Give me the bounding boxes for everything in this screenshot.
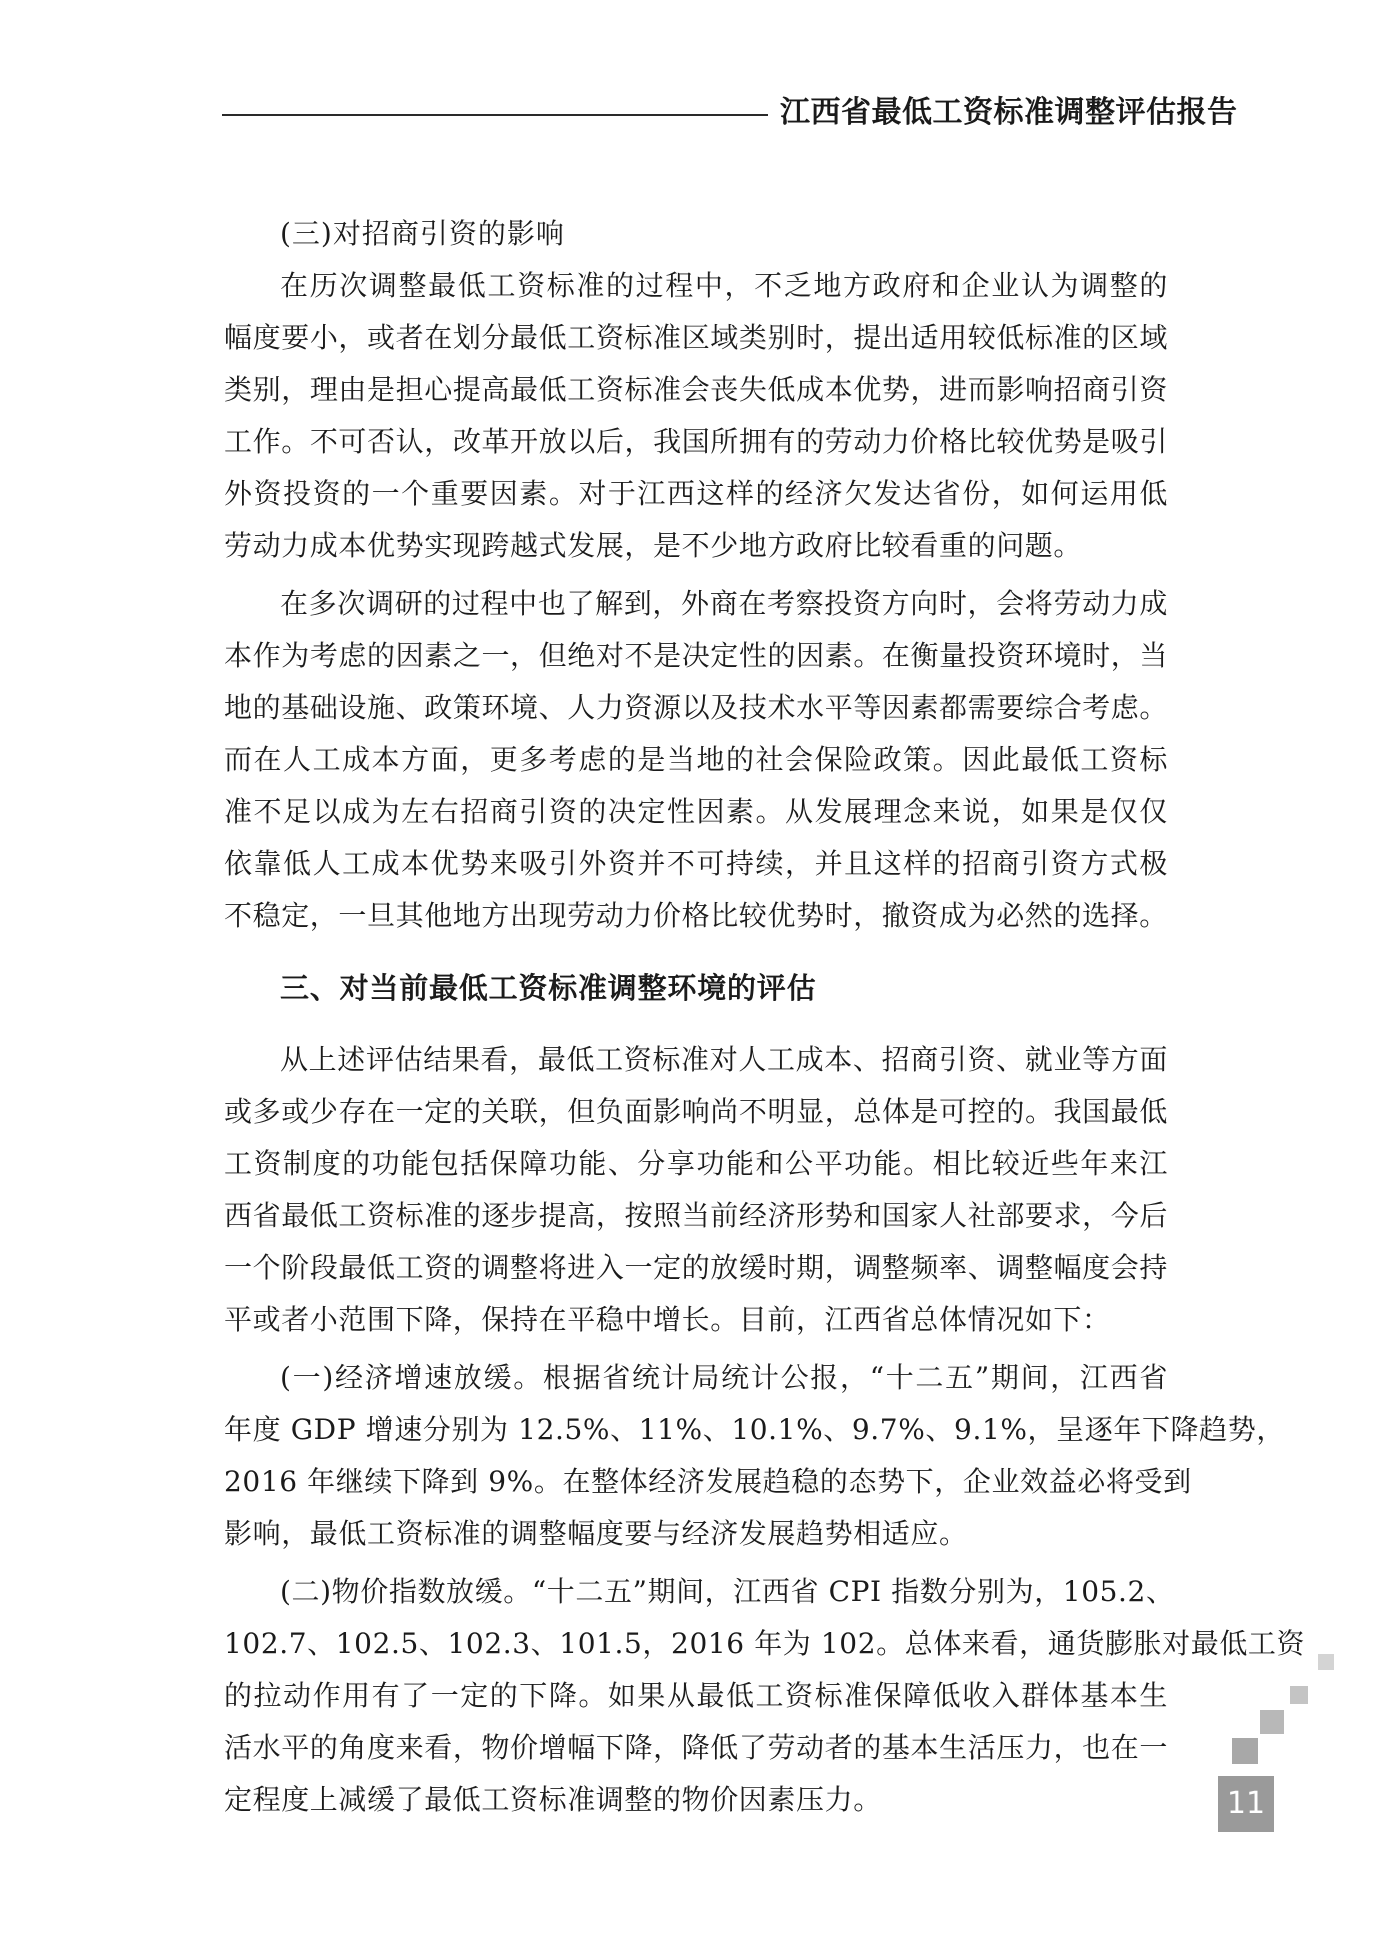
paragraph-2-line-4: 而在人工成本方面，更多考虑的是当地的社会保险政策。因此最低工资标	[224, 743, 1168, 776]
paragraph-3-line-1: 从上述评估结果看，最低工资标准对人工成本、招商引资、就业等方面	[280, 1043, 1168, 1076]
paragraph-5-line-3: 的拉动作用有了一定的下降。如果从最低工资标准保障低收入群体基本生	[224, 1679, 1168, 1712]
paragraph-1-line-3: 类别，理由是担心提高最低工资标准会丧失低成本优势，进而影响招商引资	[224, 373, 1168, 406]
decorative-square	[1290, 1686, 1308, 1704]
paragraph-2-line-3: 地的基础设施、政策环境、人力资源以及技术水平等因素都需要综合考虑。	[224, 691, 1168, 724]
paragraph-5-line-2: 102.7、102.5、102.3、101.5，2016 年为 102。总体来看，通货膨胀对最低工资	[224, 1627, 1306, 1660]
header-rule	[222, 114, 768, 116]
paragraph-4-line-1: (一)经济增速放缓。根据省统计局统计公报，“十二五”期间，江西省	[280, 1361, 1168, 1394]
paragraph-4-line-2: 年度 GDP 增速分别为 12.5%、11%、10.1%、9.7%、9.1%，呈逐年下降趋势，	[224, 1413, 1285, 1446]
paragraph-2-line-5: 准不足以成为左右招商引资的决定性因素。从发展理念来说，如果是仅仅	[224, 795, 1168, 828]
paragraph-1-line-2: 幅度要小，或者在划分最低工资标准区域类别时，提出适用较低标准的区域	[224, 321, 1168, 354]
paragraph-5-line-4: 活水平的角度来看，物价增幅下降，降低了劳动者的基本生活压力，也在一	[224, 1731, 1168, 1764]
paragraph-3-line-2: 或多或少存在一定的关联，但负面影响尚不明显，总体是可控的。我国最低	[224, 1095, 1168, 1128]
paragraph-3-line-5: 一个阶段最低工资的调整将进入一定的放缓时期，调整频率、调整幅度会持	[224, 1251, 1168, 1284]
decorative-square	[1260, 1710, 1284, 1734]
paragraph-1-line-6: 劳动力成本优势实现跨越式发展，是不少地方政府比较看重的问题。	[224, 529, 1083, 562]
paragraph-1-line-5: 外资投资的一个重要因素。对于江西这样的经济欠发达省份，如何运用低	[224, 477, 1168, 510]
body-content	[224, 208, 1306, 1816]
paragraph-3-line-6: 平或者小范围下降，保持在平稳中增长。目前，江西省总体情况如下：	[224, 1303, 1111, 1336]
paragraph-5-line-5: 定程度上减缓了最低工资标准调整的物价因素压力。	[224, 1783, 882, 1816]
paragraph-3-line-3: 工资制度的功能包括保障功能、分享功能和公平功能。相比较近些年来江	[224, 1147, 1168, 1180]
decorative-square	[1232, 1738, 1258, 1764]
paragraph-2-line-6: 依靠低人工成本优势来吸引外资并不可持续，并且这样的招商引资方式极	[224, 847, 1168, 880]
paragraph-2-line-7: 不稳定，一旦其他地方出现劳动力价格比较优势时，撤资成为必然的选择。	[224, 899, 1168, 932]
paragraph-4-line-3: 2016 年继续下降到 9%。在整体经济发展趋稳的态势下，企业效益必将受到	[224, 1465, 1192, 1498]
decorative-square	[1318, 1654, 1334, 1670]
paragraph-2-line-1: 在多次调研的过程中也了解到，外商在考察投资方向时，会将劳动力成	[280, 587, 1168, 620]
paragraph-4-line-4: 影响，最低工资标准的调整幅度要与经济发展趋势相适应。	[224, 1517, 968, 1550]
running-header-title: 江西省最低工资标准调整评估报告	[780, 95, 1238, 130]
paragraph-1-line-1: 在历次调整最低工资标准的过程中，不乏地方政府和企业认为调整的	[280, 269, 1168, 302]
page-number: 11	[1218, 1776, 1274, 1832]
subsection-heading-3: (三)对招商引资的影响	[280, 217, 565, 250]
paragraph-5-line-1: (二)物价指数放缓。“十二五”期间，江西省 CPI 指数分别为，105.2、	[280, 1575, 1175, 1608]
paragraph-2-line-2: 本作为考虑的因素之一，但绝对不是决定性的因素。在衡量投资环境时，当	[224, 639, 1168, 672]
paragraph-1-line-4: 工作。不可否认，改革开放以后，我国所拥有的劳动力价格比较优势是吸引	[224, 425, 1168, 458]
section-heading-3: 三、对当前最低工资标准调整环境的评估	[280, 971, 817, 1005]
paragraph-3-line-4: 西省最低工资标准的逐步提高，按照当前经济形势和国家人社部要求，今后	[224, 1199, 1168, 1232]
